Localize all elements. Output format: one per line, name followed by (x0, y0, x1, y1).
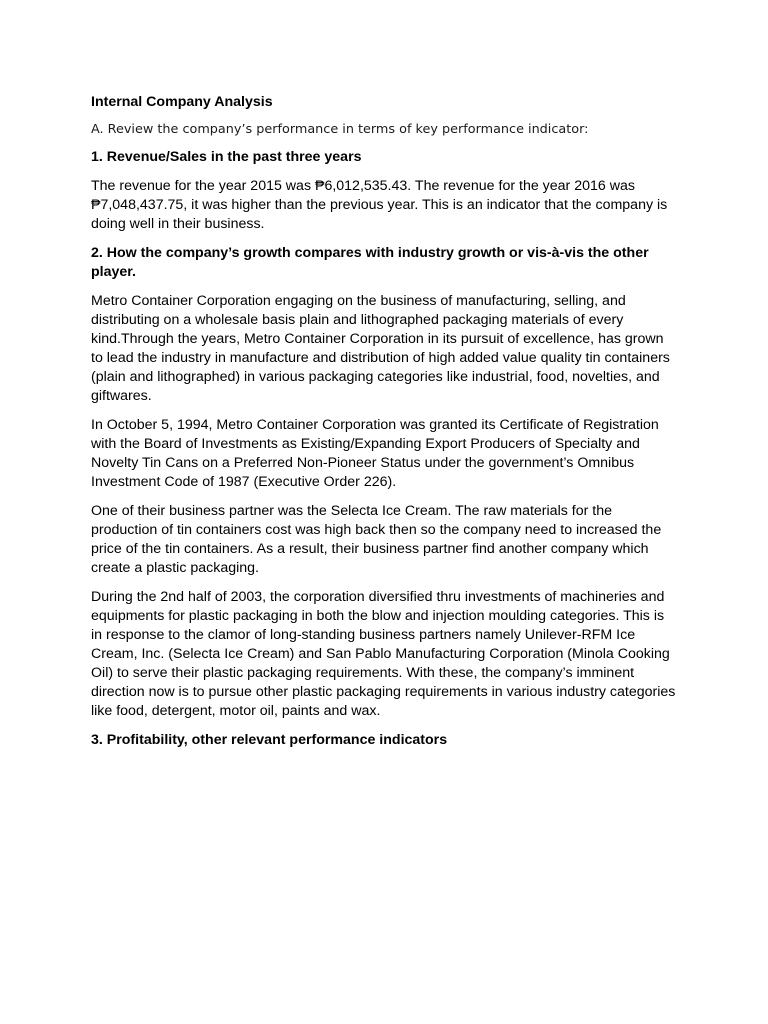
document-title: Internal Company Analysis (91, 94, 273, 110)
document-page (91, 93, 679, 760)
section-heading-revenue: 1. Revenue/Sales in the past three years (91, 149, 362, 165)
section-revenue (91, 148, 679, 234)
section-profitability (91, 731, 679, 750)
paragraph-growth-2: In October 5, 1994, Metro Container Corporation was granted its Certificate of Registration with the Board of Investments as Existing/Expanding Export Producers of Specialty and Novelty Tin Cans on a Preferred Non-Pioneer Status under the government’s Omnibus Investment Code of 1987 (Executive Order 226). (91, 417, 659, 490)
section-growth (91, 244, 679, 721)
paragraph-growth-1: Metro Container Corporation engaging on the business of manufacturing, selling, and distributing on a wholesale basis plain and lithographed packaging materials of every kind.Through the years, Metro Container Corporation in its pursuit of excellence, has grown to lead the industry in manufacture and distribution of high added value quality tin containers (plain and lithographed) in various packaging categories like industrial, food, novelties, and giftwares. (91, 293, 670, 404)
paragraph-growth-4: During the 2nd half of 2003, the corporation diversified thru investments of machineries and equipments for plastic packaging in both the blow and injection moulding categories. This is in response to the clamor of long-standing business partners namely Unilever-RFM Ice Cream, Inc. (Selecta Ice Cream) and San Pablo Manufacturing Corporation (Minola Cooking Oil) to serve their plastic packaging requirements. With these, the company’s imminent direction now is to pursue other plastic packaging requirements in various industry categories like food, detergent, motor oil, paints and wax. (91, 589, 676, 719)
document-subtitle: A. Review the company’s performance in terms of key performance indicator: (91, 122, 589, 137)
section-heading-growth: 2. How the company’s growth compares with industry growth or vis-à-vis the other player. (91, 245, 649, 280)
section-heading-profitability: 3. Profitability, other relevant performance indicators (91, 732, 448, 748)
paragraph-revenue: The revenue for the year 2015 was ₱6,012,535.43. The revenue for the year 2016 was ₱7,048,437.75, it was higher than the previous year. This is an indicator that the company is doing well in their business. (91, 178, 668, 232)
paragraph-growth-3: One of their business partner was the Selecta Ice Cream. The raw materials for the production of tin containers cost was high back then so the company need to increased the price of the tin containers. As a result, their business partner find another company which create a plastic packaging. (91, 503, 662, 576)
